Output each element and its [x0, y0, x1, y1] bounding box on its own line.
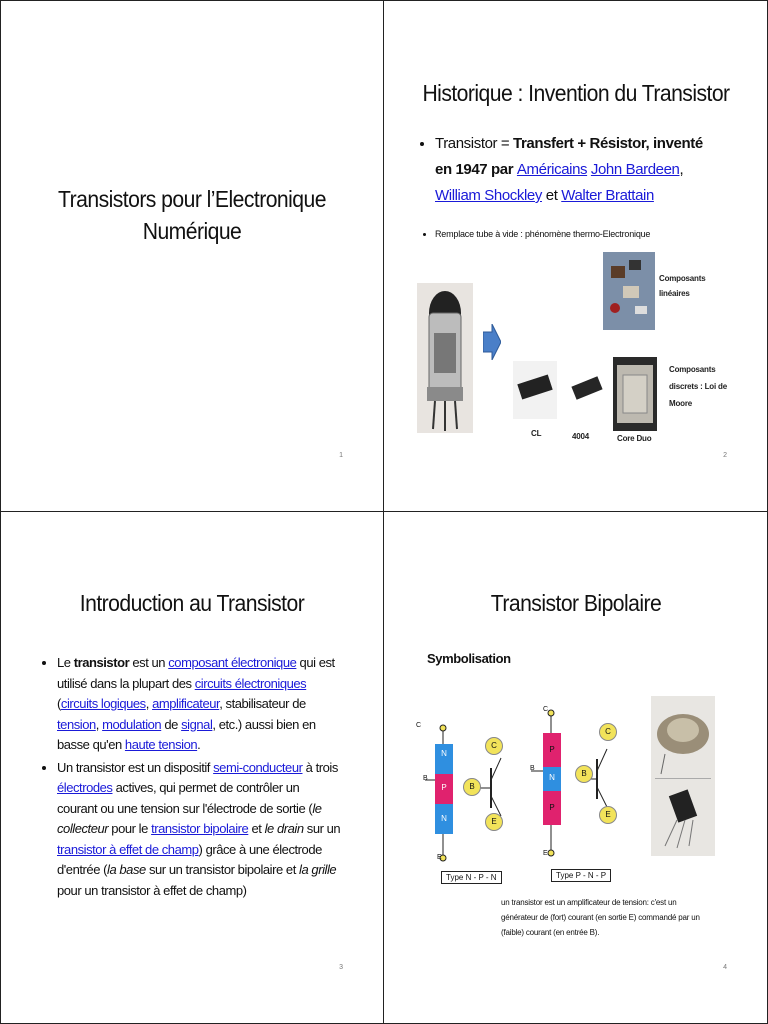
link-signal[interactable]: signal	[181, 716, 213, 732]
vacuum-tube-image	[417, 283, 473, 433]
text: et	[248, 821, 265, 836]
pin-label: C	[543, 706, 549, 713]
slide-2	[385, 1, 767, 511]
link-haute-tension[interactable]: haute tension	[124, 737, 198, 752]
caption-coreduo: Core Duo	[617, 434, 652, 443]
bullet-text: • Transistor = Transfert + Résistor, inventé en 1947 par Américains John Bardeen, William Shockley et Walter Brattain	[421, 131, 721, 209]
text: à trois	[302, 759, 338, 775]
slide-body	[41, 653, 341, 903]
italic-text: la base	[107, 862, 146, 877]
section-heading: Symbolisation	[427, 651, 511, 666]
transistor-photo-image	[651, 696, 715, 856]
bullet	[57, 758, 341, 902]
caption-lineaires: Composants linéaires	[659, 274, 706, 298]
text: pour le	[108, 821, 152, 836]
chip-image	[513, 361, 557, 419]
title-line: Transistors pour l’Electronique	[58, 186, 326, 212]
title-line: Numérique	[142, 218, 242, 244]
pin-label: C	[416, 722, 422, 729]
text: (	[57, 696, 61, 711]
layer-label: N	[441, 749, 447, 758]
link-brattain[interactable]: Walter Brattain	[561, 187, 654, 204]
page-number: 1	[339, 452, 343, 459]
layer-label: N	[549, 773, 555, 782]
text: .	[197, 737, 201, 752]
emitter-pin-icon: E	[599, 806, 617, 824]
italic-text: le drain	[264, 821, 304, 836]
link-bardeen[interactable]: John Bardeen	[590, 161, 680, 178]
link-semi-conducteur[interactable]: semi-conducteur	[213, 759, 303, 775]
slide-title: Introduction au Transistor	[79, 590, 305, 616]
bold-text: transistor	[73, 655, 130, 670]
type-label: Type P - N - P	[551, 869, 611, 882]
caption: un transistor est un amplificateur de tension: c'est un générateur de (fort) courant (en sortie E) commandé par un (faible) courant (en entrée B).	[501, 898, 700, 937]
slide-1	[1, 1, 383, 511]
type-label: Type N - P - N	[441, 871, 502, 884]
caption-discrets: Composants discrets : Loi de Moore	[669, 365, 727, 408]
page-number: 4	[723, 964, 727, 971]
core-duo-chip-image	[613, 357, 657, 431]
text: sur un	[303, 821, 341, 836]
italic-text: le collecteur	[57, 800, 322, 836]
slide-title: Historique : Invention du Transistor	[422, 80, 730, 106]
base-pin-icon: B	[575, 765, 593, 783]
text: pour un transistor à effet de champ)	[57, 882, 247, 898]
text: • Remplace tube à vide : phénomène thermo-Electronique	[435, 227, 741, 241]
text: est un	[129, 655, 169, 670]
text: actives, qui permet de contrôler un courant ou une tension sur l'électrode de sortie (	[57, 780, 313, 816]
layer-label: P	[441, 783, 447, 792]
link-transistor-bipolaire[interactable]: transistor bipolaire	[151, 821, 249, 836]
link-electrodes[interactable]: électrodes	[57, 780, 113, 795]
text: ,	[145, 696, 153, 711]
collector-pin-icon: C	[485, 737, 503, 755]
slide-title	[44, 183, 340, 247]
layer-label: N	[441, 814, 447, 823]
link-circuits-electroniques[interactable]: circuits électroniques	[194, 675, 307, 691]
pin-label: B	[530, 765, 535, 772]
bold-text: Transfert + Résistor, inventé en 1947 par	[435, 135, 703, 178]
collector-pin-icon: C	[599, 723, 617, 741]
text: ,	[95, 716, 103, 732]
link-circuits-logiques[interactable]: circuits logiques	[60, 696, 146, 711]
pin-label: E	[437, 854, 442, 861]
layer-label: P	[549, 803, 555, 812]
components-image	[603, 252, 655, 330]
divider	[383, 0, 384, 1024]
bullet	[57, 653, 341, 756]
text: de	[161, 716, 182, 732]
pin-label: B	[423, 775, 428, 782]
sub-bullet	[421, 227, 741, 241]
link-modulation[interactable]: modulation	[102, 716, 162, 732]
caption-4004: 4004	[572, 432, 589, 441]
caption-cl: CL	[531, 429, 542, 438]
text: et	[545, 187, 558, 204]
link-amplificateur[interactable]: amplificateur	[152, 696, 220, 711]
text: Le	[57, 655, 74, 670]
chip-4004-image	[565, 363, 609, 419]
link-composant[interactable]: composant électronique	[168, 655, 297, 670]
slide-3	[1, 513, 383, 1023]
link-tension[interactable]: tension	[57, 716, 96, 732]
text: Un transistor est un dispositif	[57, 759, 214, 775]
italic-text: la grille	[299, 862, 337, 877]
pin-label: E	[543, 850, 548, 857]
text: , stabilisateur de	[219, 696, 306, 711]
arrow-right-icon	[483, 324, 501, 360]
slide-4	[385, 513, 767, 1023]
text: Transistor =	[435, 135, 514, 152]
link-shockley[interactable]: William Shockley	[435, 187, 542, 204]
text: qui est utilisé dans la plupart des	[57, 655, 335, 691]
text: sur un transistor bipolaire et	[145, 862, 300, 877]
slide-title: Transistor Bipolaire	[490, 590, 662, 616]
link-effet-de-champ[interactable]: transistor à effet de champ	[57, 841, 199, 857]
link-americains[interactable]: Américains	[516, 161, 588, 178]
page-number: 3	[339, 964, 343, 971]
emitter-pin-icon: E	[485, 813, 503, 831]
divider	[0, 511, 768, 512]
layer-label: P	[549, 745, 555, 754]
base-pin-icon: B	[463, 778, 481, 796]
page-number: 2	[723, 452, 727, 459]
text: , etc.) aussi bien en basse qu'en	[57, 716, 316, 752]
text: ) grâce à une électrode d'entrée (	[57, 841, 322, 877]
